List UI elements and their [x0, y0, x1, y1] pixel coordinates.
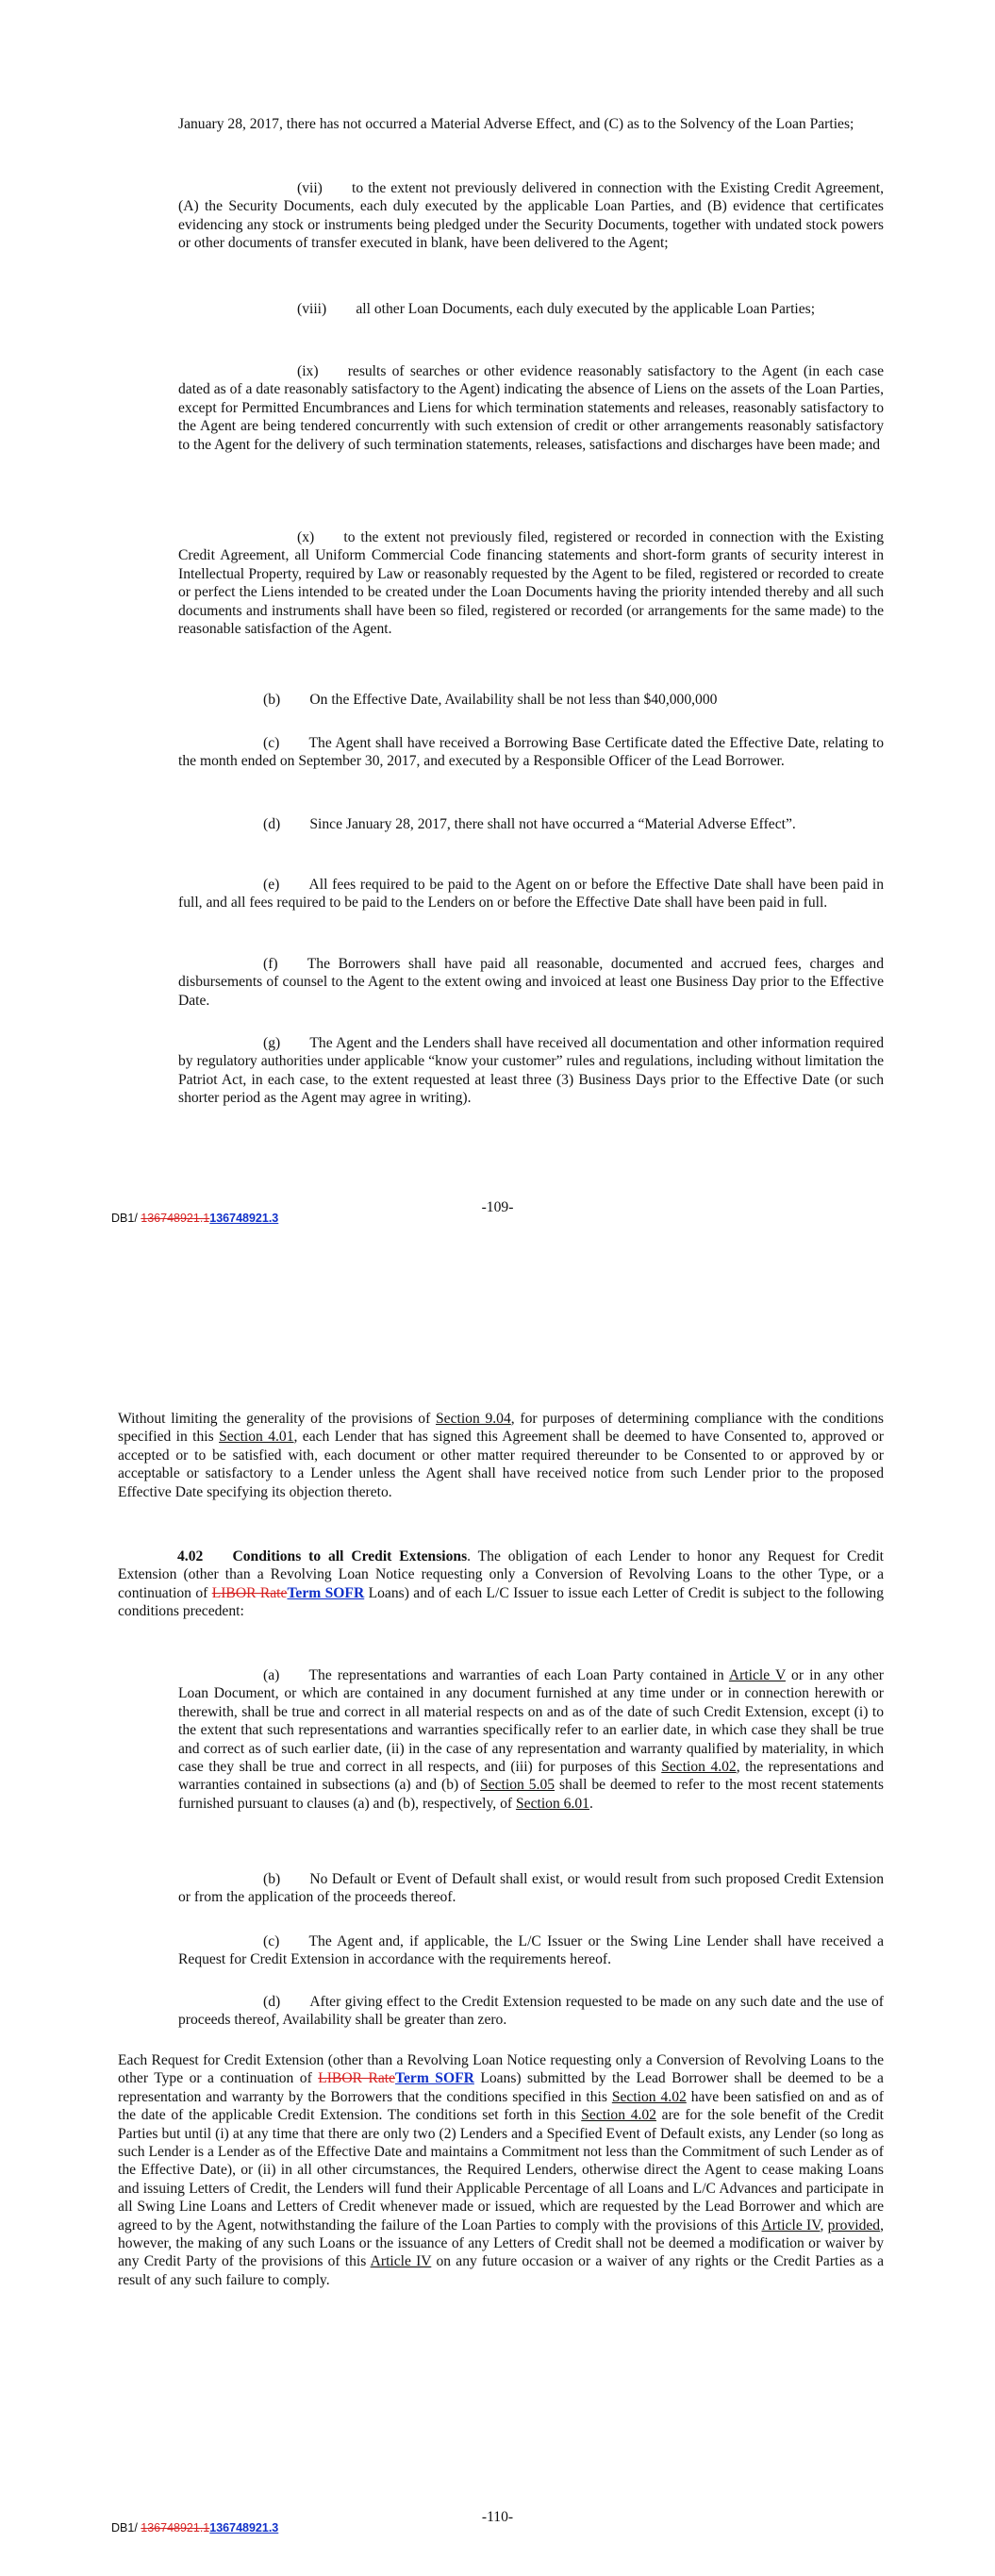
- section-ref: Section 5.05: [480, 1777, 556, 1794]
- paragraph-ix: (ix) results of searches or other evidence reasonably satisfactory to the Agent (in each case dated as of a date reasonably satisfactory to the Agent) indicating the absence of Liens on the assets of the Loan Parties, except for Permitted Encumbrances and Liens for which termination statements and releases, reasonably satisfactory to the Agent are being tendered concurrently with such extension of credit or other arrangements reasonably satisfactory to the Agent for the delivery of such termination statements, releases, satisfactions and discharges have been made; and: [178, 363, 884, 453]
- proviso-term: provided: [827, 2216, 881, 2233]
- paragraph-viii: (viii) all other Loan Documents, each duly executed by the applicable Loan Parties;: [297, 301, 816, 317]
- footer-old-id: 136748921.1: [141, 2521, 210, 2534]
- footer-new-id: 136748921.3: [209, 1212, 279, 1225]
- paragraph-a: (a) The representations and warranties of each Loan Party contained in Article V or in any other Loan Document, or which are contained in any document furnished at any time under or in connection herewith or therewith, shall be true and correct in all material respects on and as of the date of such Credit Extension, except (i) to the extent that such representations and warranties specifically refer to an earlier date, in which case they shall be true and correct as of such earlier date, (ii) in the case of any representation and warranty qualified by materiality, in which case they shall be true and correct in all respects, and (iii) for purposes of this Section 4.02, the representations and warranties contained in subsections (a) and (b) of Section 5.05 shall be deemed to refer to the most recent statements furnished pursuant to clauses (a) and (b), respectively, of Section 6.01.: [178, 1667, 884, 1812]
- footer-prefix: DB1/: [111, 1212, 141, 1225]
- article-ref: Article IV: [761, 2216, 821, 2233]
- document-id-footer: [111, 1210, 278, 1228]
- article-ref: Article IV: [370, 2253, 432, 2270]
- section-ref: Section 4.02: [611, 2088, 687, 2105]
- paragraph-b-cond: (b) No Default or Event of Default shall exist, or would result from such proposed Credit Extension or from the application of the proceeds thereof.: [178, 1871, 884, 1906]
- document-id-footer: [111, 2519, 278, 2537]
- inserted-text: Term SOFR: [395, 2070, 474, 2087]
- deleted-text: LIBOR Rate: [318, 2070, 396, 2087]
- paragraph-c-cond: (c) The Agent and, if applicable, the L/C Issuer or the Swing Line Lender shall have received a Request for Credit Extension in accordance with the requirements hereof.: [178, 1933, 884, 1968]
- footer-old-id: 136748921.1: [141, 1212, 210, 1225]
- page-number: -109-: [481, 1199, 514, 1215]
- inserted-text: Term SOFR: [287, 1584, 365, 1601]
- section-ref: Section 4.01: [219, 1429, 294, 1446]
- section-ref: Section 9.04: [436, 1411, 511, 1427]
- paragraph-tail: Each Request for Credit Extension (other than a Revolving Loan Notice requesting only a Conversion of Revolving Loans to the other Type or a continuation of LIBOR RateTerm SOFR Loans) submitted by the Lead Borrower shall be deemed to be a representation and warranty by the Borrowers that the conditions specified in this Section 4.02 have been satisfied on and as of the date of the applicable Credit Extension. The conditions set forth in this Section 4.02 are for the sole benefit of the Credit Parties but until (i) at any time that there are only two (2) Lenders and a Specified Event of Default exists, any Lender (so long as such Lender is a Lender as of the Effective Date and maintains a Commitment not less than the Commitment of such Lender as of the Effective Date), or (ii) in all other circumstances, the Required Lenders, otherwise direct the Agent to cease making Loans and issuing Letters of Credit, the Lenders will fund their Applicable Percentage of all Loans and L/C Advances and participate in all Swing Line Loans and Letters of Credit whenever made or issued, which are requested by the Lead Borrower and which are agreed to by the Agent, notwithstanding the failure of the Loan Parties to comply with the provisions of this Article IV, provided, however, the making of any such Loans or the issuance of any Letters of Credit shall not be deemed a modification or waiver by any Credit Party of the provisions of this Article IV on any future occasion or a waiver of any rights or the Credit Parties as a result of any such failure to comply.: [118, 2052, 885, 2288]
- deleted-text: LIBOR Rate: [211, 1584, 288, 1601]
- paragraph-intro: January 28, 2017, there has not occurred a Material Adverse Effect, and (C) as to the Solvency of the Loan Parties;: [178, 116, 854, 132]
- paragraph-d-cond: (d) After giving effect to the Credit Extension requested to be made on any such date and the use of proceeds thereof, Availability shall be greater than zero.: [178, 1994, 884, 2029]
- footer-prefix: DB1/: [111, 2521, 141, 2534]
- paragraph-b: (b) On the Effective Date, Availability shall be not less than $40,000,000: [263, 692, 718, 708]
- section-heading: 4.02 Conditions to all Credit Extensions: [177, 1548, 468, 1564]
- paragraph-c: (c) The Agent shall have received a Borrowing Base Certificate dated the Effective Date, relating to the month ended on September 30, 2017, and executed by a Responsible Officer of the Lead Borrower.: [178, 735, 884, 770]
- section-ref: Section 4.02: [581, 2107, 656, 2124]
- paragraph-lead: Without limiting the generality of the provisions of Section 9.04, for purposes of determining compliance with the conditions specified in this Section 4.01, each Lender that has signed this Agreement shall be deemed to have Consented to, approved or accepted or to be satisfied with, each document or other matter required thereunder to be Consented to or approved by or acceptable or satisfactory to a Lender unless the Agent shall have received notice from such Lender prior to the proposed Effective Date specifying its objection thereto.: [118, 1411, 884, 1500]
- paragraph-e: (e) All fees required to be paid to the Agent on or before the Effective Date shall have been paid in full, and all fees required to be paid to the Lenders on or before the Effective Date shall have been paid in full.: [178, 877, 884, 912]
- section-ref: Section 4.02: [661, 1759, 737, 1776]
- paragraph-x: (x) to the extent not previously filed, registered or recorded in connection with the Existing Credit Agreement, all Uniform Commercial Code financing statements and short-form grants of security interest in Intellectual Property, required by Law or reasonably requested by the Agent to be filed, registered or recorded to create or perfect the Liens intended to be created under the Loan Documents having the priority intended thereby and all such documents and instruments shall have been so filed, registered or recorded (or arrangements for the same made) to the reasonable satisfaction of the Agent.: [178, 529, 884, 638]
- page-number: -110-: [481, 2509, 514, 2525]
- footer-new-id: 136748921.3: [209, 2521, 279, 2534]
- section-4-02: 4.02 Conditions to all Credit Extensions. The obligation of each Lender to honor any Request for Credit Extension (other than a Revolving Loan Notice requesting only a Conversion of Revolving Loans to the other Type, or a continuation of LIBOR RateTerm SOFR Loans) and of each L/C Issuer to issue each Letter of Credit is subject to the following conditions precedent:: [118, 1548, 885, 1620]
- section-ref: Section 6.01: [515, 1795, 589, 1812]
- paragraph-g: (g) The Agent and the Lenders shall have received all documentation and other information required by regulatory authorities under applicable “know your customer” rules and regulations, including without limitation the Patriot Act, in each case, to the extent requested at least three (3) Business Days prior to the Effective Date (or such shorter period as the Agent may agree in writing).: [178, 1035, 884, 1107]
- page-110: [0, 1293, 995, 2576]
- paragraph-vii: (vii) to the extent not previously delivered in connection with the Existing Credit Agreement, (A) the Security Documents, each duly executed by the applicable Loan Parties, and (B) evidence that certificates evidencing any stock or instruments being pledged under the Security Documents, together with undated stock powers or other documents of transfer executed in blank, have been delivered to the Agent;: [178, 180, 884, 252]
- paragraph-f: (f) The Borrowers shall have paid all reasonable, documented and accrued fees, charges and disbursements of counsel to the Agent to the extent owing and invoiced at least one Business Day prior to the Effective Date.: [178, 956, 884, 1009]
- article-ref: Article V: [728, 1667, 786, 1683]
- paragraph-d: (d) Since January 28, 2017, there shall not have occurred a “Material Adverse Effect”.: [263, 816, 796, 832]
